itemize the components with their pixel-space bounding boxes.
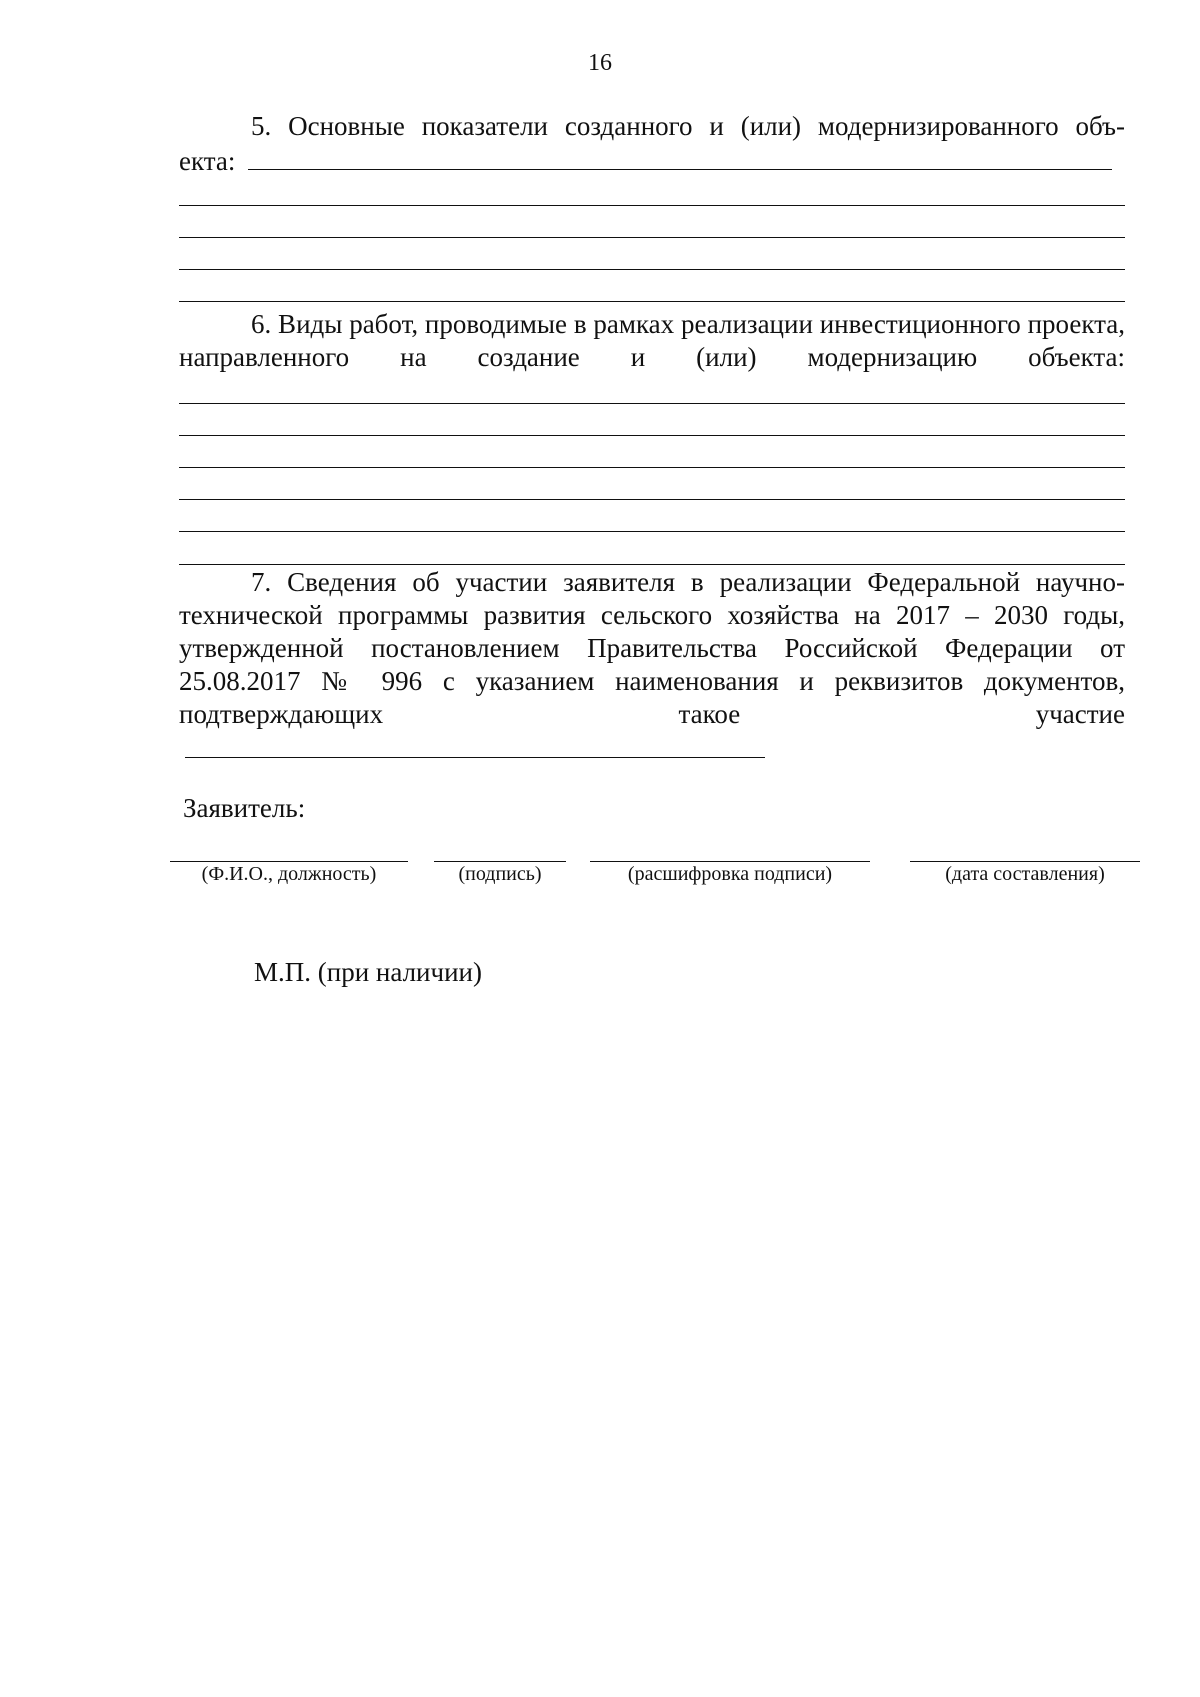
section-5-answer-line-2[interactable] — [179, 205, 1125, 206]
section-6-answer-line-6[interactable] — [179, 564, 1125, 565]
signature-caption: (подпись) — [458, 863, 542, 885]
applicant-label: Заявитель: — [183, 793, 306, 823]
section-6-answer-line-4[interactable] — [179, 499, 1125, 500]
section-5-answer-line-4[interactable] — [179, 269, 1125, 270]
date-caption: (дата составления) — [945, 863, 1105, 885]
section-7-body: 7. Сведения об участии заявителя в реализации Федеральной научно-технической программы развития сельского хозяйства на 2017 – 2030 годы, утвержденной постановлением Правительства Российской Федерации от 25.08.2017 № 996 с указанием наименования и реквизитов документов, подтверждающих такое участие — [179, 567, 1125, 729]
section-7 — [179, 566, 1125, 766]
section-6-answer-line-1[interactable] — [179, 403, 1125, 404]
section-5-answer-line-1[interactable] — [248, 143, 1112, 170]
section-5-label-continuation: екта: — [179, 146, 236, 176]
section-6-answer-line-3[interactable] — [179, 467, 1125, 468]
section-5-answer-line-5[interactable] — [179, 301, 1125, 302]
section-7-answer-line[interactable] — [185, 731, 765, 758]
section-6-answer-line-2[interactable] — [179, 435, 1125, 436]
signature-decoding-caption: (расшифровка подписи) — [627, 863, 833, 885]
section-6-answer-line-5[interactable] — [179, 531, 1125, 532]
section-5-answer-line-3[interactable] — [179, 237, 1125, 238]
stamp-note: М.П. (при наличии) — [254, 957, 482, 987]
section-5-heading: 5. Основные показатели созданного и (или) модернизированного объ- — [251, 111, 1125, 141]
section-6 — [179, 308, 1125, 374]
page-number: 16 — [588, 50, 612, 76]
name-position-caption: (Ф.И.О., должность) — [201, 863, 377, 885]
section-5 — [179, 110, 1125, 178]
section-6-text: 6. Виды работ, проводимые в рамках реализации инвестиционного проекта, направленного на создание и (или) модернизацию объекта: — [179, 309, 1125, 372]
section-7-text — [179, 566, 1125, 766]
